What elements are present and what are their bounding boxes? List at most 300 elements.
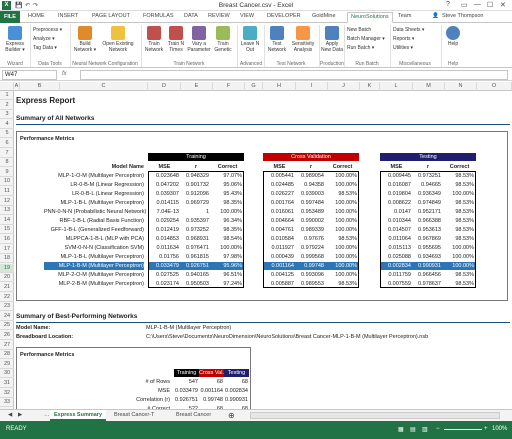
metric-cell[interactable]: 0.99748 [304, 263, 324, 269]
metric-cell[interactable]: 0.016061 [271, 209, 294, 215]
perf2-cv-header: Cross Val. [199, 370, 224, 376]
metric-cell[interactable]: 100.00% [335, 209, 357, 215]
metric-cell[interactable]: 0.01756 [159, 254, 179, 260]
model-name-cell[interactable]: MLPPCA-1-B-L (MLP with PCA) [65, 236, 144, 242]
row-headers [0, 91, 14, 409]
metric-cell[interactable]: 0.047202 [156, 182, 179, 188]
train-n-times-button[interactable]: Train N Times [166, 26, 186, 53]
metric-cell[interactable]: 100.00% [335, 227, 357, 233]
model-name-cell[interactable]: MLP-2-O-M (Multilayer Perceptron) [58, 272, 144, 278]
metric-cell[interactable]: 0.973251 [418, 173, 441, 179]
group-wizard: Wizard [7, 61, 23, 67]
metric-cell[interactable]: 0.039307 [156, 191, 179, 197]
perf2-value[interactable]: 68 [241, 406, 248, 409]
name-box[interactable]: W47 [2, 70, 57, 80]
select-all-corner[interactable] [0, 82, 14, 91]
model-name-cell[interactable]: LR-0-B-L (Linear Regression) [72, 191, 144, 197]
metric-cell[interactable]: 98.53% [455, 209, 474, 215]
row-header[interactable]: 20 [0, 273, 14, 282]
tag-data-menu[interactable]: Tag Data ▾ [33, 45, 57, 51]
ribbon-display-icon[interactable]: ▭ [461, 2, 468, 9]
folder-icon [111, 26, 125, 40]
next-sheet-icon[interactable]: ▶ [18, 412, 23, 418]
row-header[interactable]: 4 [0, 120, 14, 129]
tab-home[interactable]: HOME [28, 13, 45, 19]
group-production: Production [320, 61, 344, 67]
metric-cell[interactable]: 0.997484 [301, 200, 324, 206]
training-header: Training [148, 153, 244, 161]
row-header[interactable]: 26 [0, 331, 14, 340]
metric-cell[interactable]: 0.948329 [186, 173, 209, 179]
group-advanced: Advanced [239, 61, 263, 67]
genetic-icon [216, 26, 230, 40]
metric-cell[interactable]: 0.005887 [271, 281, 294, 287]
metric-cell[interactable]: 95.43% [223, 191, 242, 197]
metric-cell[interactable]: 0.94358 [304, 182, 324, 188]
title-bar [0, 0, 512, 11]
metric-cell[interactable]: 0.005441 [271, 173, 294, 179]
row-header[interactable]: 23 [0, 302, 14, 311]
metric-cell[interactable]: 98.35% [223, 200, 242, 206]
row-header[interactable]: 27 [0, 341, 14, 350]
metric-cell[interactable]: 97.24% [223, 281, 242, 287]
model-name-cell[interactable]: MLP-2-B-M (Multilayer Perceptron) [58, 281, 144, 287]
col-b[interactable]: B [20, 82, 60, 91]
group-nn-config: Neural Network Configuration [72, 61, 138, 67]
zoom-in-icon[interactable]: + [484, 426, 488, 432]
batch-manager-menu[interactable]: Batch Manager ▾ [347, 36, 385, 42]
help-button[interactable]: Help [444, 26, 462, 47]
metric-cell[interactable]: 0.012419 [156, 227, 179, 233]
perf2-value[interactable]: 522 [188, 406, 198, 409]
metric-cell[interactable]: 100.00% [452, 191, 474, 197]
row-header[interactable]: 33 [0, 398, 14, 407]
metric-cell[interactable]: 100.00% [452, 245, 474, 251]
metric-cell[interactable]: 98.53% [455, 200, 474, 206]
metric-cell[interactable]: 0.968931 [186, 236, 209, 242]
metric-cell[interactable]: 0.004125 [271, 272, 294, 278]
reports-menu[interactable]: Reports ▾ [393, 36, 415, 42]
report-title: Express Report [16, 96, 76, 105]
tab-neurosolutions[interactable]: NeuroSolutions [347, 12, 393, 23]
metric-cell[interactable]: 0.004761 [271, 227, 294, 233]
row-header[interactable]: 14 [0, 216, 14, 225]
metric-cell[interactable]: 0.011634 [156, 245, 179, 251]
metric-cell[interactable]: 0.961815 [186, 254, 209, 260]
test-network-button[interactable]: Test Network [267, 26, 287, 53]
metric-cell[interactable]: 0.007559 [388, 281, 411, 287]
function-icon[interactable]: fx [62, 71, 67, 77]
zoom-slider[interactable] [444, 429, 482, 430]
metric-cell[interactable]: 0.950503 [186, 281, 209, 287]
row-header[interactable]: 16 [0, 235, 14, 244]
minimize-icon[interactable]: — [474, 1, 481, 8]
vary-parameter-button[interactable]: Vary a Parameter [187, 26, 211, 53]
metric-cell[interactable]: 0.952171 [418, 209, 441, 215]
analyze-menu[interactable]: Analyze ▾ [33, 36, 55, 42]
tab-view[interactable]: VIEW [240, 13, 255, 19]
metric-header: MSE [273, 164, 286, 170]
col-j[interactable]: J [328, 82, 360, 91]
row-header[interactable]: 11 [0, 187, 14, 196]
metric-cell[interactable]: 0.989339 [301, 227, 324, 233]
worksheet[interactable] [14, 91, 512, 409]
data-sheets-menu[interactable]: Data Sheets ▾ [393, 27, 425, 33]
redo-icon[interactable]: ↷ [33, 3, 39, 9]
row-header[interactable]: 28 [0, 350, 14, 359]
metric-cell[interactable]: 7.04E-13 [156, 209, 179, 215]
metric-cell[interactable]: 0.011927 [271, 245, 294, 251]
perf2-value[interactable]: 0.002834 [225, 388, 248, 394]
metric-cell[interactable]: 0.023174 [156, 281, 179, 287]
metric-cell[interactable]: 98.53% [338, 236, 357, 242]
metric-cell[interactable]: 98.53% [338, 281, 357, 287]
col-e[interactable]: E [181, 82, 213, 91]
express-builder-button[interactable]: Express Builder ▾ [2, 26, 28, 53]
column-headers [0, 82, 512, 91]
perf2-value[interactable]: 68 [241, 379, 248, 385]
perf2-training-header: Training [174, 369, 199, 377]
train-n-icon [169, 26, 183, 40]
train-network-button[interactable]: Train Network [143, 26, 165, 53]
col-h[interactable]: H [263, 82, 296, 91]
group-misc: Miscellaneous [399, 61, 431, 67]
tab-file[interactable]: FILE [0, 11, 20, 23]
sensitivity-icon [296, 26, 310, 40]
preprocess-menu[interactable]: Preprocess ▾ [33, 27, 63, 33]
undo-icon[interactable]: ↶ [25, 3, 31, 9]
row-header[interactable]: 29 [0, 360, 14, 369]
col-l[interactable]: L [380, 82, 413, 91]
metric-header: Correct [217, 164, 238, 170]
row-header[interactable]: 21 [0, 283, 14, 292]
metric-header: Correct [449, 164, 470, 170]
row-header[interactable]: 3 [0, 110, 14, 119]
metric-cell[interactable]: 0.011759 [388, 272, 411, 278]
metric-cell[interactable]: 0.033479 [156, 263, 179, 269]
add-sheet-icon[interactable]: ⊕ [228, 411, 235, 420]
user-avatar[interactable]: 👤 [432, 13, 439, 19]
metric-cell[interactable]: 0.000439 [271, 254, 294, 260]
model-name-cell[interactable]: LR-0-B-M (Linear Regression) [70, 182, 144, 188]
metric-cell[interactable]: 0.955695 [418, 245, 441, 251]
metric-cell[interactable]: 0.97676 [304, 236, 324, 242]
metric-cell[interactable]: 98.53% [455, 182, 474, 188]
metric-cell[interactable]: 0.999568 [301, 254, 324, 260]
metric-cell[interactable]: 1 [205, 209, 209, 215]
metric-cell[interactable]: 0.993096 [301, 272, 324, 278]
metric-cell[interactable]: 98.53% [338, 191, 357, 197]
ribbon-tabs [0, 11, 512, 23]
close-icon[interactable]: ✕ [500, 2, 506, 9]
row-header[interactable]: 6 [0, 139, 14, 148]
model-name-cell[interactable]: MLP-1-O-M (Multilayer Perceptron) [58, 173, 144, 179]
row-header[interactable]: 24 [0, 312, 14, 321]
row-header[interactable]: 8 [0, 158, 14, 167]
page-break-view-icon[interactable]: ▥ [422, 427, 428, 433]
row-header[interactable]: 2 [0, 101, 14, 110]
wizard-icon [8, 26, 22, 40]
metric-header: MSE [390, 164, 403, 170]
metric-cell[interactable]: 0.973252 [186, 227, 209, 233]
metric-cell[interactable]: 0.016087 [388, 182, 411, 188]
tab-developer[interactable]: DEVELOPER [267, 13, 301, 19]
apply-new-data-button[interactable]: Apply New Data [321, 26, 343, 53]
metric-header: r [426, 164, 430, 170]
metric-cell[interactable]: 0.027525 [156, 272, 179, 278]
metric-cell[interactable]: 0.990002 [301, 218, 324, 224]
metric-cell[interactable]: 0.011064 [388, 236, 411, 242]
sheet-tab-express-summary[interactable]: Express Summary [50, 410, 106, 421]
excel-logo-icon: X [2, 1, 11, 10]
maximize-icon[interactable]: ☐ [487, 2, 494, 9]
network-icon [78, 26, 92, 40]
col-n[interactable]: N [445, 82, 477, 91]
metric-cell[interactable]: 0.019804 [388, 191, 411, 197]
metric-cell[interactable]: 0.969729 [186, 200, 209, 206]
metric-cell[interactable]: 100.00% [452, 254, 474, 260]
metric-cell[interactable]: 0.912096 [186, 191, 209, 197]
row-header[interactable]: 10 [0, 177, 14, 186]
apply-data-icon [325, 26, 339, 40]
metric-cell[interactable]: 100.00% [335, 182, 357, 188]
zoom-level[interactable]: 100% [492, 426, 508, 432]
col-f[interactable]: F [213, 82, 245, 91]
metric-cell[interactable]: 0.025088 [388, 254, 411, 260]
vary-icon [192, 26, 206, 40]
status-ready: READY [6, 426, 27, 432]
normal-view-icon[interactable]: ▦ [398, 427, 404, 433]
metric-cell[interactable]: 0.004664 [271, 218, 294, 224]
perf2-value[interactable]: 0.033479 [175, 388, 198, 394]
row-header[interactable]: 31 [0, 379, 14, 388]
metric-cell[interactable]: 0.953613 [418, 227, 441, 233]
metric-cell[interactable]: 98.53% [455, 227, 474, 233]
model-name-cell[interactable]: SVM-0-N-N (Classification SVM) [64, 245, 144, 251]
metric-cell[interactable]: 98.53% [455, 272, 474, 278]
metric-cell[interactable]: 0.966456 [418, 272, 441, 278]
row-header[interactable]: 15 [0, 225, 14, 234]
metric-cell[interactable]: 0.010584 [271, 236, 294, 242]
metric-cell[interactable]: 0.015113 [388, 245, 411, 251]
metric-cell[interactable]: 98.53% [455, 173, 474, 179]
metric-cell[interactable]: 0.967869 [418, 236, 441, 242]
row-header[interactable]: 19 [0, 264, 14, 273]
row-header[interactable]: 7 [0, 149, 14, 158]
metric-cell[interactable]: 100.00% [452, 263, 474, 269]
col-m[interactable]: M [413, 82, 445, 91]
metric-cell[interactable]: 0.94665 [421, 182, 441, 188]
metric-cell[interactable]: 0.940165 [186, 272, 209, 278]
metric-cell[interactable]: 0.014115 [156, 200, 179, 206]
col-a[interactable]: A [14, 83, 19, 89]
sheet-tab-breast-cancer-t[interactable]: Breast Cancer-T [114, 412, 155, 418]
metric-cell[interactable]: 0.926751 [186, 263, 209, 269]
row-header[interactable]: 9 [0, 168, 14, 177]
metric-cell[interactable]: 0.010344 [388, 218, 411, 224]
tab-insert[interactable]: INSERT [58, 13, 79, 19]
metric-cell[interactable]: 95.96% [223, 263, 242, 269]
col-d[interactable]: D [148, 82, 181, 91]
metric-cell[interactable]: 0.023648 [156, 173, 179, 179]
metric-cell[interactable]: 100.00% [220, 245, 242, 251]
metric-cell[interactable]: 97.98% [223, 254, 242, 260]
metric-cell[interactable]: 100.00% [335, 218, 357, 224]
metric-cell[interactable]: 0.974849 [418, 200, 441, 206]
row-header[interactable]: 5 [0, 129, 14, 138]
perf2-value[interactable]: 68 [216, 379, 223, 385]
metric-cell[interactable]: 0.936349 [418, 191, 441, 197]
metric-cell[interactable]: 98.54% [223, 236, 242, 242]
row-header[interactable]: 25 [0, 321, 14, 330]
utilities-menu[interactable]: Utilities ▾ [393, 45, 414, 51]
more-sheets-icon[interactable]: … [44, 412, 50, 418]
metric-cell[interactable]: 0.901732 [186, 182, 209, 188]
best-model-value: MLP-1-B-M (Multilayer Perceptron) [146, 325, 232, 331]
metric-header: MSE [158, 164, 171, 170]
metric-cell[interactable]: 0.029254 [156, 218, 179, 224]
tab-review[interactable]: REVIEW [208, 13, 230, 19]
metric-cell[interactable]: 0.966388 [418, 218, 441, 224]
leave-n-out-button[interactable]: Leave N Out [239, 26, 261, 53]
status-bar [0, 421, 512, 439]
row-header[interactable]: 13 [0, 206, 14, 215]
help-icon[interactable]: ? [446, 1, 450, 8]
sheet-tabs [0, 409, 512, 421]
open-existing-network-button[interactable]: Open Existing Network [100, 26, 136, 53]
model-name-cell[interactable]: RBF-1-B-L (Radial Basis Function) [59, 218, 144, 224]
row-header[interactable]: 30 [0, 369, 14, 378]
sheet-tab-breast-cancer[interactable]: Breast Cancer [176, 412, 212, 418]
metric-cell[interactable]: 100.00% [335, 200, 357, 206]
build-network-button[interactable]: Build Network ▾ [73, 26, 97, 53]
col-i[interactable]: I [296, 82, 328, 91]
zoom-out-icon[interactable]: − [436, 426, 440, 432]
metric-cell[interactable]: 0.001164 [271, 263, 294, 269]
testing-header: Testing [380, 153, 476, 161]
row-header[interactable]: 12 [0, 197, 14, 206]
metric-cell[interactable]: 100.00% [220, 209, 242, 215]
col-k[interactable]: K [360, 82, 380, 91]
metric-cell[interactable]: 0.009445 [388, 173, 411, 179]
breadboard-value: C:\Users\Steve\Documents\NeuroDimension\NeuroSolutions\Breast Cancer-MLP-1-B-M (Multilayer Perceptron).nsb [146, 334, 429, 340]
perf2-value[interactable]: 0.99748 [203, 397, 223, 403]
save-icon[interactable]: 💾 [15, 3, 23, 9]
tab-data[interactable]: DATA [184, 13, 198, 19]
col-c[interactable]: C [60, 82, 148, 91]
tab-page-layout[interactable]: PAGE LAYOUT [92, 13, 131, 19]
group-data-tools: Data Tools [38, 61, 62, 67]
metric-cell[interactable]: 0.014853 [156, 236, 179, 242]
row-header[interactable]: 1 [0, 91, 14, 100]
metric-cell[interactable]: 98.53% [455, 218, 474, 224]
page-layout-view-icon[interactable]: ▤ [410, 427, 416, 433]
run-batch-menu[interactable]: Run Batch ▾ [347, 45, 375, 51]
formula-input[interactable] [80, 70, 508, 80]
perf2-label: Correlation (r) [136, 397, 170, 403]
group-run-batch: Run Batch [355, 61, 379, 67]
perf2-value[interactable]: 547 [188, 379, 198, 385]
metric-cell[interactable]: 98.35% [223, 227, 242, 233]
metric-cell[interactable]: 0.978637 [418, 281, 441, 287]
metric-cell[interactable]: 100.00% [335, 272, 357, 278]
perf2-value[interactable]: 68 [216, 406, 223, 409]
metric-cell[interactable]: 100.00% [335, 254, 357, 260]
tab-formulas[interactable]: FORMULAS [143, 13, 174, 19]
model-name-cell[interactable]: GFF-1-B-L (Generalized Feedforward) [50, 227, 144, 233]
metric-header: r [194, 164, 198, 170]
test-icon [270, 26, 284, 40]
metric-cell[interactable]: 0.989553 [301, 281, 324, 287]
perf2-value[interactable]: 0.926751 [175, 397, 198, 403]
metric-cell[interactable]: 0.024485 [271, 182, 294, 188]
metric-cell[interactable]: 0.014507 [388, 227, 411, 233]
row-header[interactable]: 18 [0, 254, 14, 263]
ribbon [0, 23, 512, 68]
perf2-label: MSE [158, 388, 170, 394]
tab-goldmine[interactable]: GoldMine [312, 13, 336, 19]
model-name-cell[interactable]: MLP-1-B-M (Multilayer Perceptron) [58, 263, 144, 269]
model-name-cell[interactable]: MLP-1-B-L (Multilayer Perceptron) [60, 200, 144, 206]
metric-cell[interactable]: 0.979224 [301, 245, 324, 251]
metric-cell[interactable]: 0.026227 [271, 191, 294, 197]
metric-cell[interactable]: 0.939003 [301, 191, 324, 197]
metric-cell[interactable]: 96.51% [223, 272, 242, 278]
metric-cell[interactable]: 0.990931 [418, 263, 441, 269]
metric-cell[interactable]: 0.989054 [301, 173, 324, 179]
metric-cell[interactable]: 0.008622 [388, 200, 411, 206]
metric-cell[interactable]: 0.002834 [388, 263, 411, 269]
row-header[interactable]: 22 [0, 293, 14, 302]
metric-cell[interactable]: 96.34% [223, 218, 242, 224]
col-o[interactable]: O [477, 82, 512, 91]
metric-cell[interactable]: 0.0147 [394, 209, 411, 215]
metric-cell[interactable]: 98.53% [455, 281, 474, 287]
perf2-label: # of Rows [145, 379, 170, 385]
perf2-value[interactable]: 0.001164 [200, 388, 223, 394]
model-name-cell[interactable]: PNN-0-N-N (Probabilistic Neural Network) [44, 209, 147, 215]
metric-cell[interactable]: 0.934693 [418, 254, 441, 260]
sensitivity-analysis-button[interactable]: Sensitivity Analysis [288, 26, 318, 53]
metric-cell[interactable]: 0.953489 [301, 209, 324, 215]
group-train: Train Network [173, 61, 205, 67]
user-name[interactable]: Steve Thompson [442, 13, 484, 19]
metric-cell[interactable]: 0.935397 [186, 218, 209, 224]
group-test: Test Network [276, 61, 306, 67]
summary-all-heading: Summary of All Networks [16, 115, 95, 122]
metric-cell[interactable]: 100.00% [335, 173, 357, 179]
row-header[interactable]: 17 [0, 245, 14, 254]
model-name-cell[interactable]: MLP-1-B-L (Multilayer Perceptron) [60, 254, 144, 260]
tab-team[interactable]: Team [398, 13, 412, 19]
metric-cell[interactable]: 0.976471 [186, 245, 209, 251]
metric-cell[interactable]: 98.53% [455, 236, 474, 242]
metric-cell[interactable]: 100.00% [335, 263, 357, 269]
horizontal-scrollbar[interactable] [250, 412, 500, 419]
prev-sheet-icon[interactable]: ◀ [8, 412, 13, 418]
train-genetic-button[interactable]: Train Genetic [212, 26, 234, 53]
metric-cell[interactable]: 0.001764 [271, 200, 294, 206]
col-g[interactable]: G [245, 82, 263, 91]
perf2-value[interactable]: 0.990931 [225, 397, 248, 403]
model-name-header: Model Name [111, 164, 144, 170]
row-header[interactable]: 32 [0, 389, 14, 398]
metric-cell[interactable]: 95.06% [223, 182, 242, 188]
metric-cell[interactable]: 97.07% [223, 173, 242, 179]
metric-header: Correct [332, 164, 353, 170]
metric-cell[interactable]: 100.00% [335, 245, 357, 251]
new-batch-button[interactable]: New Batch [347, 27, 372, 33]
